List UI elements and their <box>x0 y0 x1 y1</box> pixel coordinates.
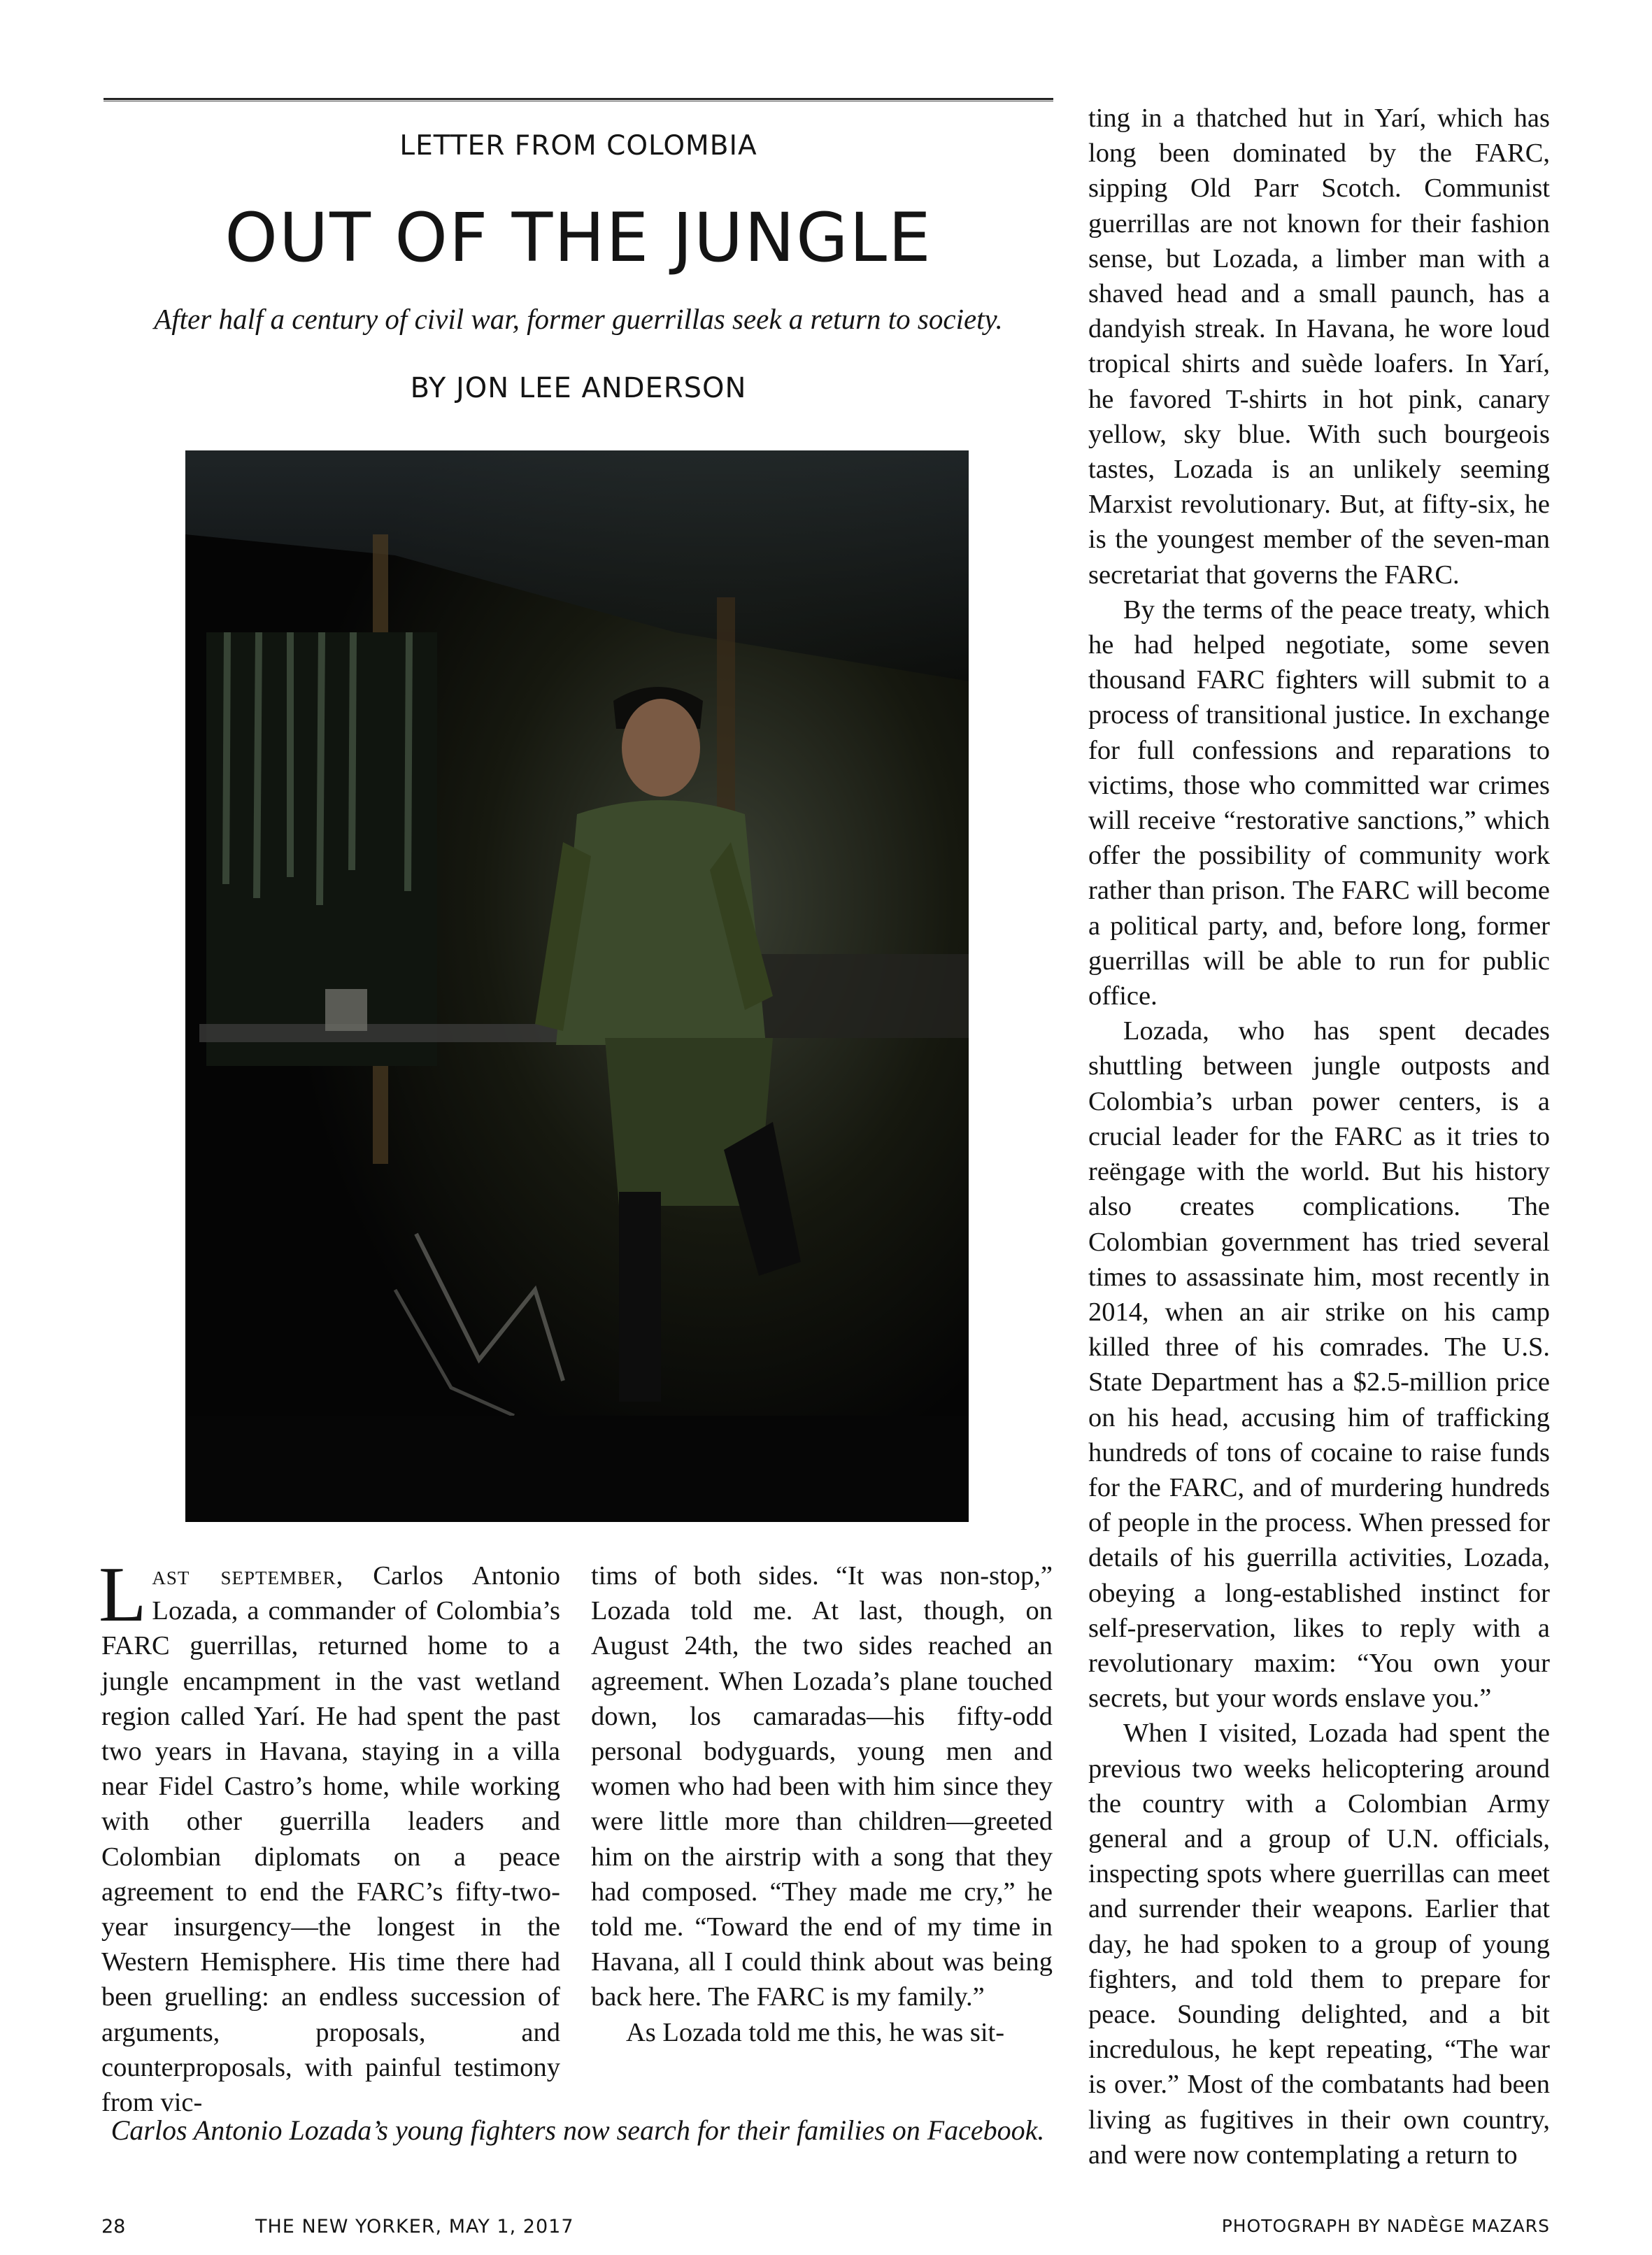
article-paragraph: tims of both sides. “It was non-stop,” Lozada told me. At last, though, on August 24th, the two sides reached an agreement. When Lozada’s plane touched down, los camaradas—his fifty-odd personal bodyguards, young men and women who had been with him since they were little more than children—greeted him on the airstrip with a song that they had composed. “They made me cry,” he told me. “Toward the end of my time in Havana, all I could think about was being back here. The FARC is my family.” <box>591 1561 1053 2012</box>
drop-cap: L <box>99 1551 147 1638</box>
article-paragraph <box>99 1551 560 2120</box>
article-dek: After half a century of civil war, former guerrillas seek a return to society. <box>154 303 1003 335</box>
photo-credit: PHOTOGRAPH BY NADÈGE MAZARS <box>1221 2216 1550 2236</box>
article-paragraph: As Lozada told me this, he was sit- <box>626 2017 1005 2047</box>
header-rule <box>104 98 1053 100</box>
article-column-1 <box>99 1551 560 2120</box>
article-column-2 <box>591 1558 1053 2050</box>
article-column-3 <box>1088 101 1550 2172</box>
article-paragraph: When I visited, Lozada had spent the previous two weeks helicoptering around the country with a Colombian Army general and a group of U.N. officials, inspecting spots where guerrillas can meet and surrender their weapons. Earlier that day, he had spoken to a group of young fighters, and told them to prepare for peace. Sounding delighted, and a bit incredulous, he kept repeating, “The war is over.” Most of the combatants had been living as fugitives in their own country, and were now contemplating a return to <box>1088 1719 1550 2170</box>
article-paragraph: By the terms of the peace treaty, which he had helped negotiate, some seven thousand FARC fighters will submit to a process of transitional justice. In exchange for full confessions and reparations to victims, those who committed war crimes will receive “restorative sanctions,” which offer the possibility of community work rather than prison. The FARC will become a political party, and, before long, former guerrillas will be able to run for public office. <box>1088 595 1550 1011</box>
article-paragraph: ting in a thatched hut in Yarí, which has long been dominated by the FARC, sipping Old Parr Scotch. Communist guerrillas are not known for their fashion sense, but Lozada, a limber man with a shaved head and a small paunch, has a dandyish streak. In Havana, he wore loud tropical shirts and suède loafers. In Yarí, he favored T-shirts in hot pink, canary yellow, sky blue. With such bourgeois tastes, Lozada is an unlikely seeming Marxist revolutionary. But, at fifty-six, he is the youngest member of the seven-man secretariat that governs the FARC. <box>1088 104 1550 590</box>
page-number: 28 <box>101 2216 126 2238</box>
article-paragraph: Lozada, who has spent decades shuttling between jungle outposts and Colombia’s urban power centers, is a crucial leader for the FARC as it tries to reëngage with the world. But his history also creates complications. The Colombian government has tried several times to assassinate him, most recently in 2014, when an air strike on his camp killed three of his comrades. The U.S. State Department has a $2.5-million price on his head, accusing him of trafficking hundreds of tons of cocaine to raise funds for the FARC, and of murdering hundreds of people in the process. When pressed for details of his guerrilla activities, Lozada, obeying a long-established instinct for self-preservation, likes to reply with a revolutionary maxim: “You own your secrets, but your words enslave you.” <box>1088 1016 1550 1714</box>
article-byline: BY JON LEE ANDERSON <box>410 372 747 404</box>
opening-small-caps: ast september <box>152 1561 336 1591</box>
opening-text: , Carlos Antonio Lozada, a commander of Colombia’s FARC guerrillas, returned home to a jungle encampment in the vast wetland region called Yarí. He had spent the past two years in Havana, staying in a villa near Fidel Castro’s home, while working with other guerrilla leaders and Colombian diplomats on a peace agreement to end the FARC’s fifty-two-year insurgency—the longest in the Western Hemisphere. His time there had been gruelling: an endless succession of arguments, proposals, and counterproposals, with painful testimony from vic- <box>101 1561 560 2118</box>
section-rubric: LETTER FROM COLOMBIA <box>399 130 757 162</box>
article-headline: OUT OF THE JUNGLE <box>225 199 932 277</box>
portrait-photo <box>185 450 969 1522</box>
magazine-dateline: THE NEW YORKER, MAY 1, 2017 <box>255 2216 574 2238</box>
photo-caption: Carlos Antonio Lozada’s young fighters now search for their families on Facebook. <box>111 2114 1045 2146</box>
